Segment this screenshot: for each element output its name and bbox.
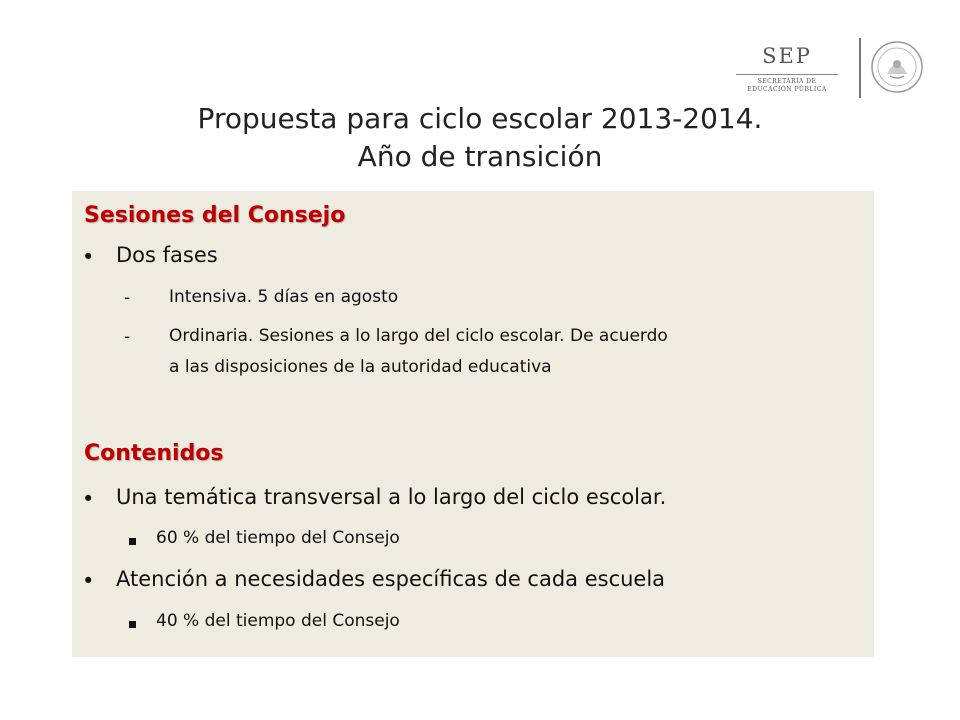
section-heading-contenidos: Contenidos [84,441,224,466]
sep-logo-line2: EDUCACIÓN PÚBLICA [747,86,827,93]
section-heading-sesiones: Sesiones del Consejo [84,203,346,228]
square-bullet-icon [129,538,136,545]
content-panel [72,191,874,657]
sub-item-60: 60 % del tiempo del Consejo [156,528,400,548]
bullet-icon: • [82,487,95,511]
title-line-2: Año de transición [357,140,603,173]
bullet-atencion: Atención a necesidades específicas de cada escuela [116,567,666,591]
sep-logo-line1: SECRETARÍA DE [757,78,817,85]
sep-logo [732,38,922,102]
national-seal-icon [870,40,924,94]
bullet-icon: • [82,569,95,593]
page-title [0,100,960,176]
dash-marker: - [124,327,131,347]
bullet-dos-fases: Dos fases [116,243,218,267]
title-line-1: Propuesta para ciclo escolar 2013-2014. [197,102,763,135]
list-item-ordinaria-cont: a las disposiciones de la autoridad educativa [169,357,552,377]
list-item-intensiva: Intensiva. 5 días en agosto [169,287,399,307]
logo-divider [859,38,861,98]
bullet-tematica: Una temática transversal a lo largo del ciclo escolar. [116,485,667,509]
bullet-icon: • [82,245,95,269]
sep-wordmark [732,38,842,102]
sub-item-40: 40 % del tiempo del Consejo [156,611,400,631]
list-item-ordinaria: Ordinaria. Sesiones a lo largo del ciclo escolar. De acuerdo [169,326,668,346]
square-bullet-icon [129,621,136,628]
sep-logo-rule [736,74,838,75]
dash-marker: - [124,288,131,308]
sep-logo-name: SEP [762,44,812,68]
